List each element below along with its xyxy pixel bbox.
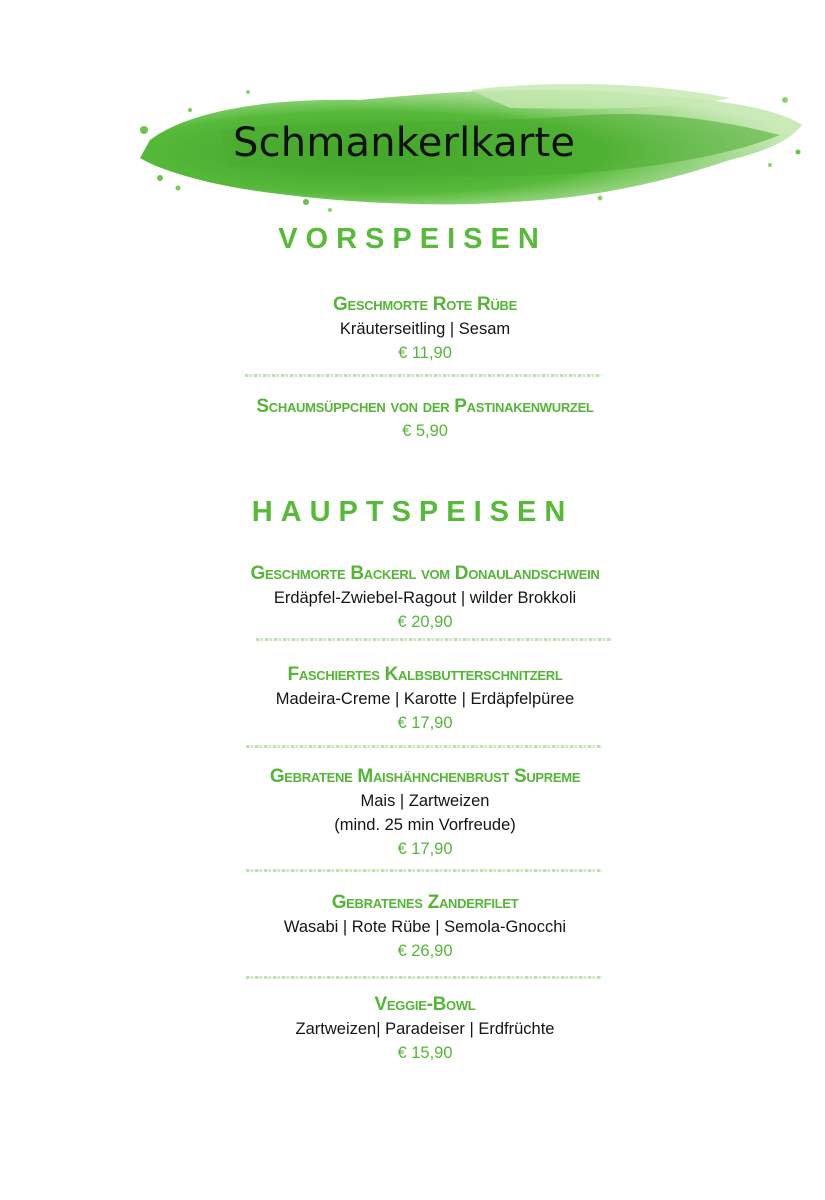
dish-name: Schaumsüppchen von der Pastinakenwurzel: [256, 396, 594, 417]
menu-item: [0, 292, 825, 366]
menu-item: [0, 561, 825, 635]
dish-price: € 17,90: [397, 714, 453, 732]
menu-item: [0, 662, 825, 736]
dish-price: € 26,90: [397, 942, 453, 960]
menu-header: [130, 70, 810, 220]
menu-item: [0, 394, 825, 444]
menu-item: [0, 890, 825, 964]
dish-name: Gebratenes Zanderfilet: [331, 892, 519, 913]
section-title-vorspeisen: VORSPEISEN: [278, 223, 547, 255]
dish-note: (mind. 25 min Vorfreude): [334, 816, 516, 834]
dish-price: € 5,90: [402, 422, 448, 440]
dish-description: Mais | Zartweizen: [360, 792, 490, 810]
dish-name: Gebratene Maishähnchenbrust Supreme: [269, 766, 581, 787]
dish-price: € 11,90: [398, 344, 452, 362]
divider: [246, 869, 602, 872]
dish-description: Erdäpfel-Zwiebel-Ragout | wilder Brokkoli: [273, 589, 577, 607]
dish-price: € 20,90: [397, 613, 453, 631]
dish-description: Zartweizen| Paradeiser | Erdfrüchte: [295, 1020, 555, 1038]
menu-title: Schmankerlkarte: [233, 120, 576, 166]
divider: [246, 976, 602, 979]
dish-description: Wasabi | Rote Rübe | Semola-Gnocchi: [283, 918, 567, 936]
dish-name: Veggie-Bowl: [374, 994, 476, 1015]
dish-name: Faschiertes Kalbsbutterschnitzerl: [287, 664, 563, 685]
menu-item: [0, 764, 825, 862]
divider: [246, 745, 602, 748]
divider: [245, 374, 601, 377]
section-title-hauptspeisen: HAUPTSPEISEN: [251, 496, 574, 528]
dish-description: Kräuterseitling | Sesam: [339, 320, 511, 338]
dish-description: Madeira-Creme | Karotte | Erdäpfelpüree: [275, 690, 575, 708]
dish-price: € 15,90: [397, 1044, 453, 1062]
menu-item: [0, 992, 825, 1066]
dish-name: Geschmorte Backerl vom Donaulandschwein: [250, 563, 600, 584]
divider: [256, 638, 612, 641]
dish-price: € 17,90: [397, 840, 453, 858]
dish-name: Geschmorte Rote Rübe: [332, 294, 517, 315]
